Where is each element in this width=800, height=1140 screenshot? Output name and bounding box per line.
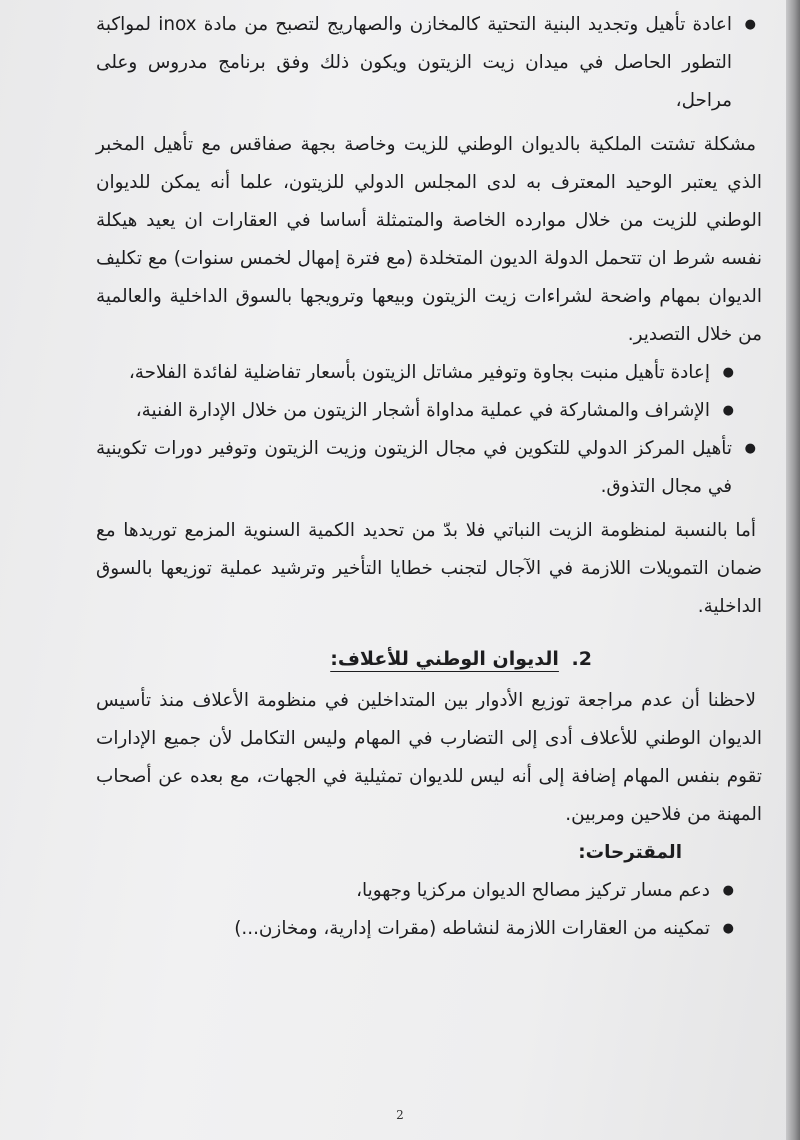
paper-edge-shadow [786,0,800,1140]
document-body [96,6,762,948]
bullet-nursery: ● إعادة تأهيل منبت بجاوة وتوفير مشاتل الزيتون بأسعار تفاضلية لفائدة الفلاحة، [96,354,762,392]
paragraph-ownership-problem: مشكلة تشتت الملكية بالديوان الوطني للزيت وخاصة بجهة صفاقس مع تأهيل المخبر الذي يعتبر الوحيد المعترف به لدى المجلس الدولي للزيتون، علما أنه يمكن للديوان الوطني للزيت من خلال موارده الخاصة والمتمثلة أساسا في العقارات ان يعيد هيكلة نفسه شرط ان تتحمل الدولة الديون المتخلدة (مع فترة إمهال لخمس سنوات) مع تكليف الديوان بمهام واضحة لشراءات زيت الزيتون وبيعها وترويجها بالسوق الداخلية والعالمية من خلال التصدير. [96,134,762,345]
bullet-proposal-property: ● تمكينه من العقارات اللازمة لنشاطه (مقرات إدارية، ومخازن...) [96,910,762,948]
section-heading [96,640,762,678]
page-number: 2 [396,1108,404,1122]
paragraph-vegetable-oil: أما بالنسبة لمنظومة الزيت النباتي فلا بدّ من تحديد الكمية السنوية المزمع توريدها مع ضمان التمويلات اللازمة في الآجال لتجنب خطايا التأخير وترشيد عملية توزيعها بالسوق الداخلية. [96,520,762,617]
bullet-proposal-structure: ● دعم مسار تركيز مصالح الديوان مركزيا وجهويا، [96,872,762,910]
section-number: 2. [571,648,592,670]
proposals-label: المقترحات: [578,842,682,863]
paragraph-feed-office: لاحظنا أن عدم مراجعة توزيع الأدوار بين المتداخلين في منظومة الأعلاف منذ تأسيس الديوان الوطني للأعلاف أدى إلى التضارب في المهام وليس التكامل لأن جميع الإدارات تقوم بنفس المهام إضافة إلى أنه ليس للديوان تمثيلية في الجهات، مع بعده عن أصحاب المهنة من فلاحين ومربين. [96,690,762,825]
bullet-tree-treatment: ● الإشراف والمشاركة في عملية مداواة أشجار الزيتون من خلال الإدارة الفنية، [96,392,762,430]
bullet-inox-infrastructure: ● اعادة تأهيل وتجديد البنية التحتية كالمخازن والصهاريج لتصبح من مادة inox لمواكبة التطور الحاصل في ميدان زيت الزيتون ويكون ذلك وفق برنامج مدروس وعلى مراحل، [96,6,762,120]
bullet-training-center: ● تأهيل المركز الدولي للتكوين في مجال الزيتون وزيت الزيتون وتوفير دورات تكوينية في مجال التذوق. [96,430,762,506]
section-title: الديوان الوطني للأعلاف: [330,648,559,670]
